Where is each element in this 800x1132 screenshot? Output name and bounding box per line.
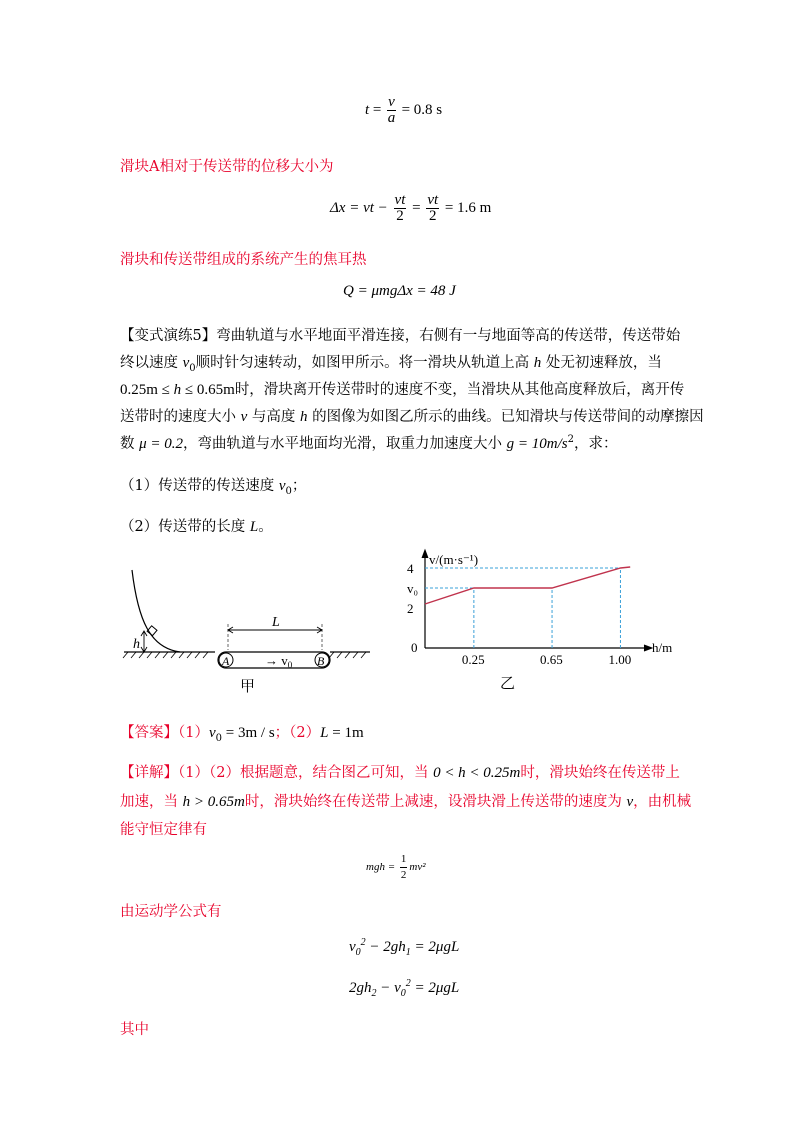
- kinematics-label: 由运动学公式有: [120, 904, 222, 920]
- problem-l5sup: 2: [567, 434, 574, 446]
- eq-k2-c: − v: [376, 980, 401, 996]
- displacement-label: 滑块A相对于传送带的位移大小为: [120, 159, 334, 175]
- problem-l4b: 与高度: [247, 409, 300, 425]
- label-v0-main: → v: [265, 653, 288, 668]
- eq-dx-den1: 2: [396, 208, 404, 224]
- problem-l4c: 的图像为如图乙所示的曲线。已知滑块与传送带间的动摩擦因: [307, 409, 704, 425]
- label-b: B: [317, 654, 325, 668]
- eq-k2-b: 2: [371, 988, 377, 999]
- problem-l5g: g = 10m/s: [506, 436, 568, 452]
- problem-l2sub: 0: [189, 362, 196, 374]
- answer-tag: 【答案】: [120, 725, 178, 741]
- eq-k2-d: 0: [400, 988, 406, 999]
- eq-mgh-num: 1: [400, 852, 408, 868]
- q1-sub: 0: [285, 485, 292, 497]
- equation-kin-1: [349, 937, 459, 958]
- problem-l2v: v: [182, 355, 190, 371]
- problem-l5c: ，求：: [573, 436, 618, 452]
- detail-l2b: 时，滑块始终在传送带上减速，设滑块滑上传送带的速度为: [244, 794, 627, 810]
- eq-dx-rhs: = 1.6 m: [444, 199, 492, 216]
- eq-dx-frac1: [394, 193, 407, 224]
- problem-l5b: ，弯曲轨道与水平地面均光滑，取重力加速度大小: [183, 436, 507, 452]
- label-v0: [265, 653, 293, 670]
- problem-line-3: [120, 378, 684, 399]
- eq-k1-c: 2: [360, 937, 366, 948]
- problem-line-1: 【变式演练5】弯曲轨道与水平地面平滑连接，右侧有一与地面等高的传送带，传送带始: [120, 328, 681, 344]
- eq-t-fraction: [387, 95, 396, 126]
- figure-jia: [120, 560, 380, 700]
- problem-l5a: 数: [120, 436, 140, 452]
- detail-line-1: [120, 761, 680, 782]
- question-1: [120, 474, 306, 497]
- eq-k2-a: 2gh: [349, 980, 372, 996]
- y-tick-label: v₀: [407, 581, 419, 596]
- q1-v: v: [278, 478, 286, 494]
- equation-energy: [366, 852, 426, 883]
- y-axis-label: v/(m·s⁻¹): [429, 552, 479, 567]
- eq-dx-den2: 2: [428, 208, 437, 224]
- label-l: L: [272, 615, 280, 630]
- origin-label: 0: [411, 640, 418, 655]
- label-v0-sub: 0: [287, 660, 293, 670]
- q2-text: （2）传送带的长度: [120, 519, 250, 535]
- y-tick-label: 2: [407, 601, 414, 616]
- eq-t-den: a: [387, 110, 396, 126]
- eq-k1-b: 0: [355, 947, 361, 958]
- detail-l2m: h > 0.65m: [182, 794, 245, 810]
- detail-l2v: v: [626, 794, 634, 810]
- detail-l1a: （1）（2）根据题意，结合图乙可知，当: [178, 765, 434, 781]
- caption-yi: 乙: [500, 676, 516, 692]
- answer-v: v: [208, 725, 216, 741]
- problem-line-4: [120, 405, 704, 426]
- problem-l4h: h: [300, 409, 308, 425]
- eq-mgh-lhs: mgh =: [366, 861, 396, 874]
- detail-l2c: ，由机械: [633, 794, 692, 810]
- answer-p2: （2）: [289, 725, 321, 741]
- y-tick-label: 4: [407, 561, 414, 576]
- eq-k1-f: = 2μgL: [410, 939, 460, 955]
- problem-l2a: 终以速度: [120, 355, 183, 371]
- detail-line-2: [120, 790, 691, 811]
- eq-dx-mid: =: [412, 199, 421, 216]
- equation-displacement: [330, 193, 491, 224]
- eq-dx-frac2: [426, 193, 439, 224]
- eq-t-rhs: 0.8 s: [413, 101, 443, 118]
- eq-mgh-frac: [400, 852, 408, 883]
- label-a: A: [222, 654, 230, 668]
- series-line-v-h: [425, 567, 630, 604]
- question-2: [120, 515, 273, 536]
- detail-l1m: 0 < h < 0.25m: [433, 765, 521, 781]
- x-tick-label: 1.00: [608, 652, 632, 667]
- problem-l3c: 时，滑块离开传送带时的速度不变，当滑块从其他高度释放后，离开传: [234, 382, 685, 398]
- detail-l2a: 加速，当: [120, 794, 183, 810]
- x-tick-label: 0.25: [461, 652, 485, 667]
- equation-time: t = $\frac{v}{a}$ = 0.8 s: [365, 94, 443, 126]
- problem-l2b: 顺时针匀速转动，如图甲所示。将一滑块从轨道上高: [195, 355, 534, 371]
- caption-jia: 甲: [240, 679, 256, 695]
- eq-dx-num2: vt: [427, 192, 439, 208]
- problem-line-5: [120, 432, 617, 453]
- eq-mgh-rhs: mv²: [409, 861, 426, 874]
- problem-l3a: 0.25m ≤: [120, 382, 174, 398]
- eq-k1-a: v: [349, 939, 356, 955]
- eq-k1-e: 1: [405, 947, 411, 958]
- answer-p2v: = 1m: [328, 725, 364, 741]
- eq-k1-d: − 2gh: [365, 939, 406, 955]
- problem-l3h: h: [173, 382, 182, 398]
- answer-sep: ；: [274, 725, 290, 741]
- ground-left-hatch: [123, 652, 208, 658]
- q1-text: （1）传送带的传送速度: [120, 478, 279, 494]
- eq-dx-num1: vt: [394, 192, 406, 208]
- answer-p1: （1）: [178, 725, 209, 741]
- heat-label: 滑块和传送带组成的系统产生的焦耳热: [120, 252, 367, 268]
- problem-l4a: 送带时的速度大小: [120, 409, 241, 425]
- answer-sub: 0: [215, 732, 223, 744]
- answer-L: L: [320, 725, 329, 741]
- equation-heat: Q = μmgΔx = 48 J: [343, 283, 456, 299]
- where-label: 其中: [120, 1022, 149, 1038]
- eq-dx-lhs: Δx = vt −: [330, 199, 388, 216]
- x-tick-label: 0.65: [540, 652, 563, 667]
- q1-end: ；: [291, 478, 307, 494]
- eq-t-num: v: [388, 94, 395, 110]
- answer-p1v: = 3m / s: [222, 725, 275, 741]
- eq-k2-f: = 2μgL: [410, 980, 460, 996]
- problem-line-2: [120, 351, 662, 374]
- problem-l2h: h: [533, 355, 542, 371]
- problem-l2c: 处无初速释放，当: [541, 355, 662, 371]
- x-axis-arrow: [644, 645, 652, 651]
- eq-mgh-den: 2: [400, 869, 407, 881]
- answer-line: [120, 721, 364, 744]
- eq-t-lhs: t: [365, 101, 370, 118]
- detail-line-3: 能守恒定律有: [120, 822, 207, 838]
- x-axis-label: h/m: [652, 640, 673, 655]
- detail-l1b: 时，滑块始终在传送带上: [520, 765, 680, 781]
- q2-end: 。: [258, 519, 273, 535]
- equation-kin-2: [349, 978, 459, 999]
- detail-tag: 【详解】: [120, 765, 178, 781]
- y-axis-arrow: [422, 550, 428, 558]
- figure-yi-chart: [395, 548, 673, 693]
- problem-l5mu: μ = 0.2: [139, 436, 184, 452]
- q2-L: L: [249, 519, 259, 535]
- label-h: h: [133, 637, 140, 652]
- problem-l3b: ≤ 0.65m: [181, 382, 235, 398]
- ground-right-hatch: [329, 652, 366, 658]
- eq-k2-e: 2: [405, 978, 411, 989]
- problem-l4v: v: [240, 409, 248, 425]
